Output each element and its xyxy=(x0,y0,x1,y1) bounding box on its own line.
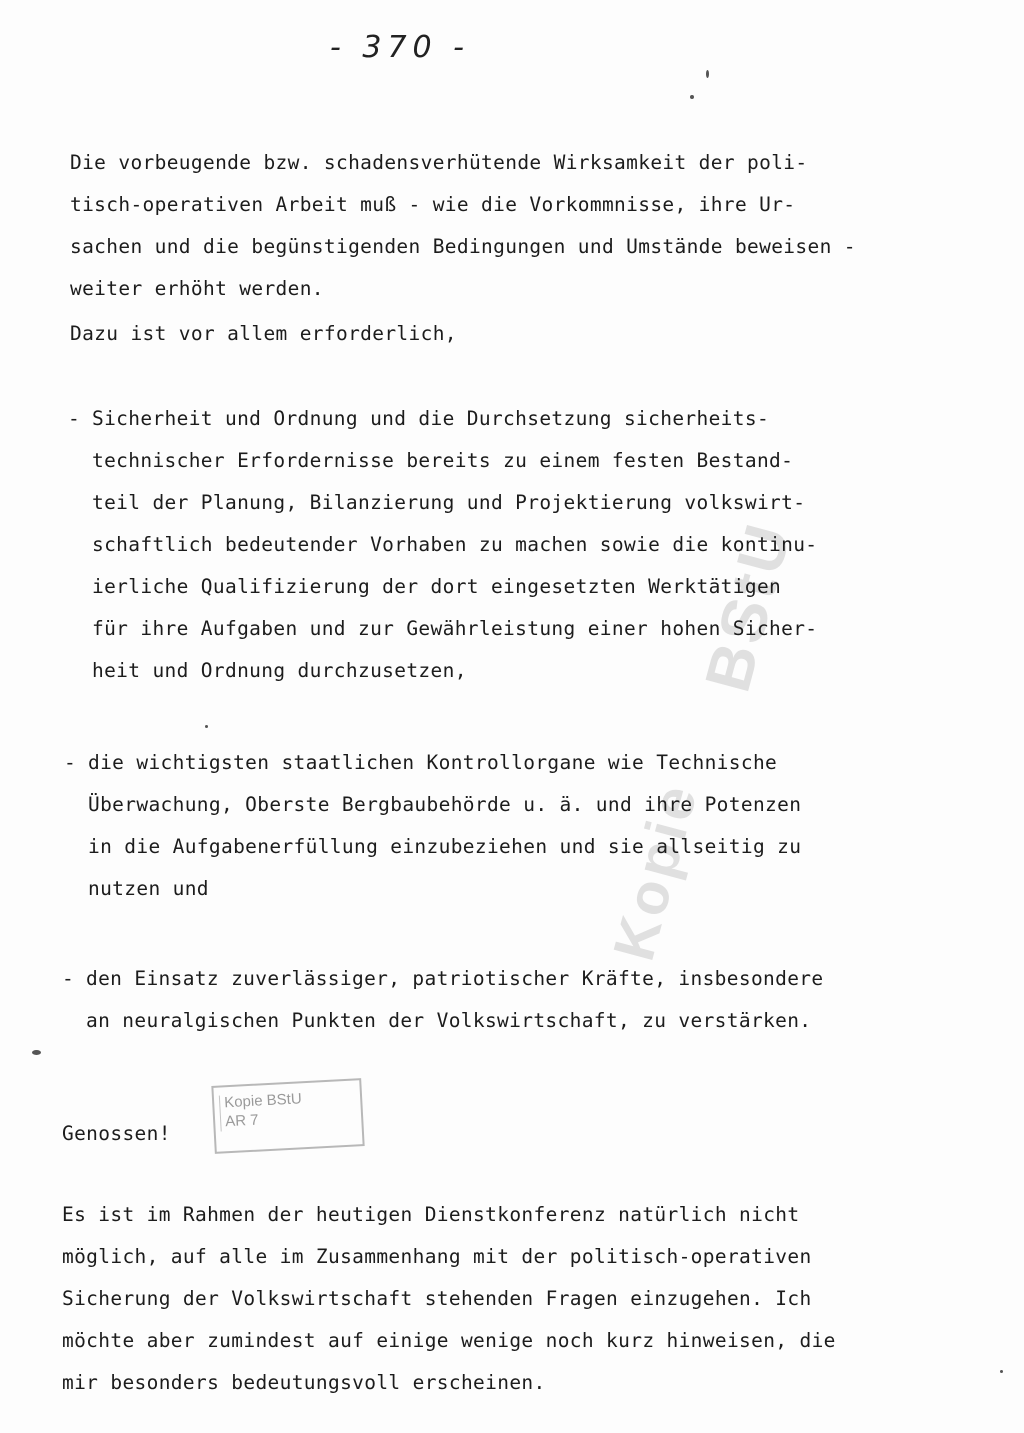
bullet-marker-3: - xyxy=(62,967,74,990)
ink-speck xyxy=(205,725,208,728)
paragraph-intro: Die vorbeugende bzw. schadensverhütende Wirksamkeit der poli- tisch-operativen Arbeit muß - wie die Vorkommnisse, ihre Ur- sachen und die begünstigenden Bedingungen und Umstände beweisen - weiter erhöht werden. xyxy=(70,151,856,300)
bullet-marker-1: - xyxy=(68,407,80,430)
stamp-line-1: Kopie BStU xyxy=(223,1090,303,1112)
ink-speck xyxy=(706,70,709,78)
archive-stamp xyxy=(211,1078,364,1154)
ink-speck xyxy=(690,95,694,99)
bullet-item-2: die wichtigsten staatlichen Kontrollorgane wie Technische Überwachung, Oberste Bergbaubehörde u. ä. und ihre Potenzen in die Aufgabenerfüllung einzubeziehen und sie allseitig zu nutzen und xyxy=(88,751,802,900)
bullet-marker-2: - xyxy=(64,751,76,774)
ink-speck xyxy=(32,1050,41,1055)
ink-speck xyxy=(1000,1370,1003,1373)
watermark-kopie: Kopie xyxy=(600,775,711,968)
paragraph-requirement: Dazu ist vor allem erforderlich, xyxy=(70,322,457,345)
bullet-item-1: Sicherheit und Ordnung und die Durchsetzung sicherheits- technischer Erfordernisse bereits zu einem festen Bestand- teil der Planung, Bilanzierung und Projektierung volkswirt- schaftlich bedeutender Vorhaben zu machen sowie die kontinu- ierliche Qualifizierung der dort eingesetzten Werktätigen für ihre Aufgaben und zur Gewährleistung einer hohen Sicher- heit und Ordnung durchzusetzen, xyxy=(92,407,818,682)
paragraph-closing: Es ist im Rahmen der heutigen Dienstkonferenz natürlich nicht möglich, auf alle im Zusammenhang mit der politisch-operativen Sicherung der Volkswirtschaft stehenden Fragen einzugehen. Ich möchte aber zumindest auf einige wenige noch kurz hinweisen, die mir besonders bedeutungsvoll erscheinen. xyxy=(62,1203,836,1394)
page-number: - 370 - xyxy=(330,30,470,65)
bullet-item-3: den Einsatz zuverlässiger, patriotischer Kräfte, insbesondere an neuralgischen Punkten der Volkswirtschaft, zu verstärken. xyxy=(86,967,824,1032)
stamp-frame xyxy=(219,1089,354,1132)
salutation: Genossen! xyxy=(62,1122,171,1145)
stamp-line-2: AR 7 xyxy=(224,1111,259,1131)
watermark-bstu: BStU xyxy=(690,513,806,699)
